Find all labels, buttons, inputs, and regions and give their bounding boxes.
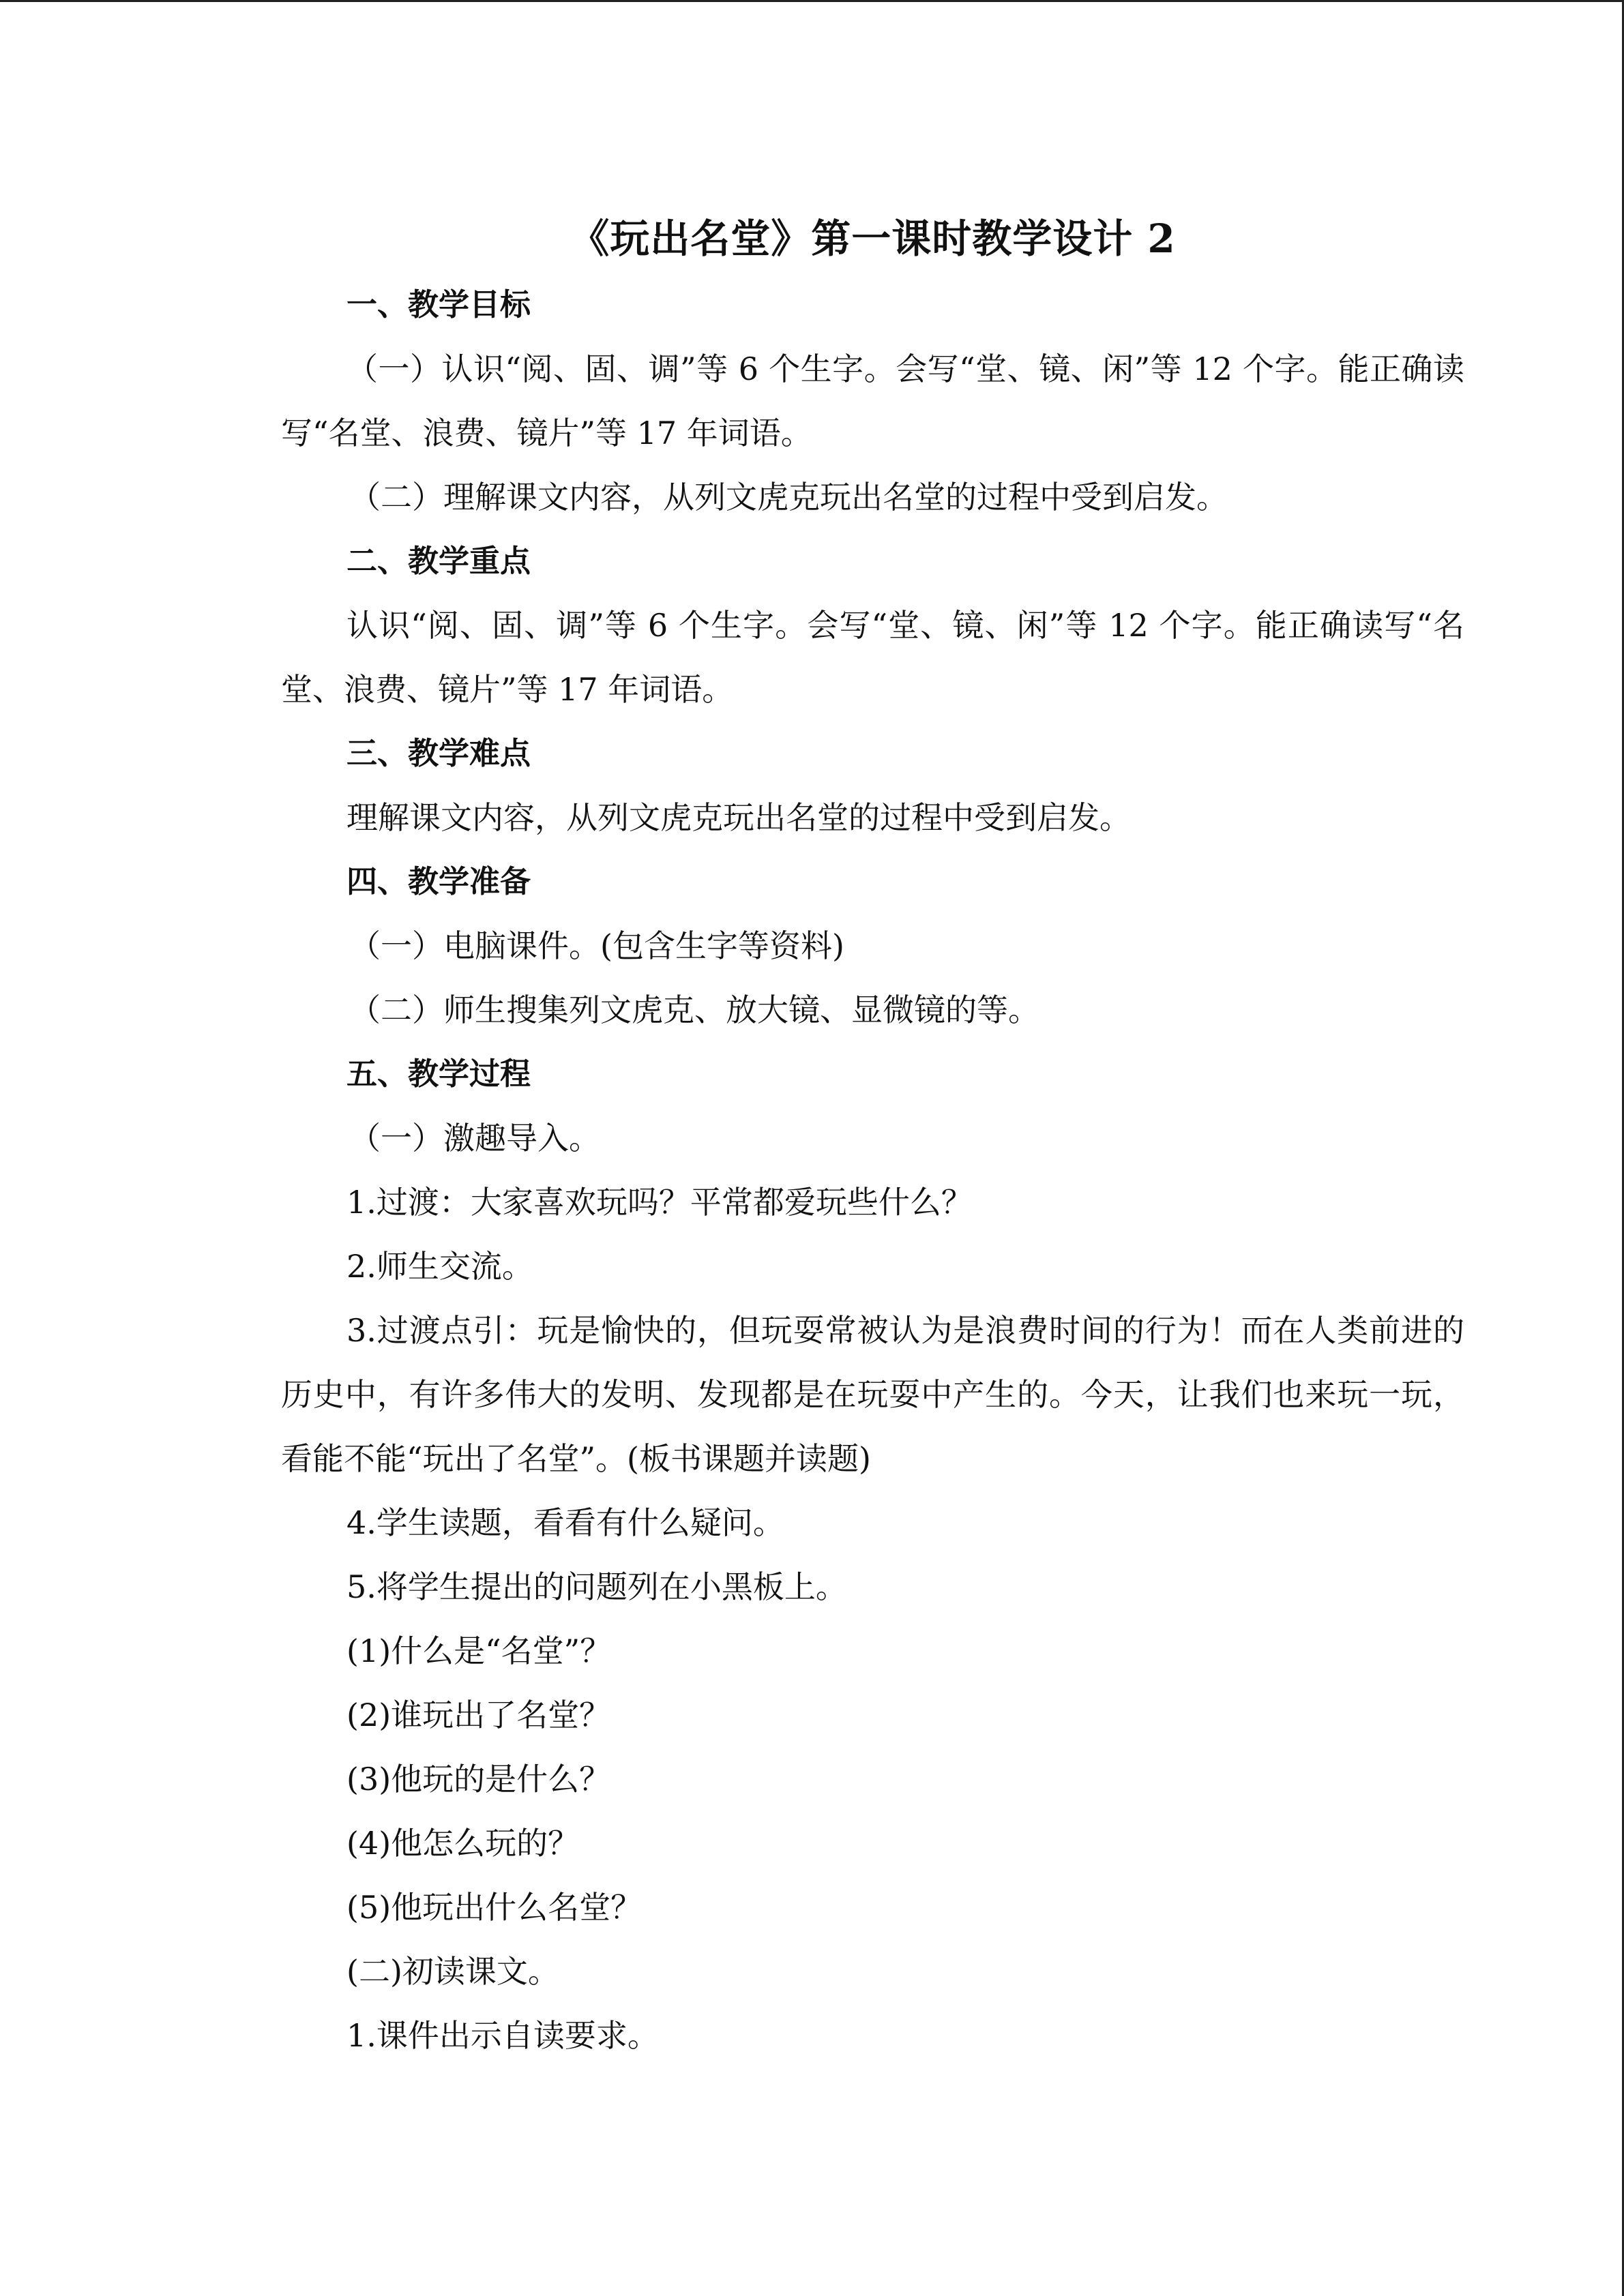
- list-item: 1.课件出示自读要求。: [346, 2017, 659, 2054]
- subheading-first-reading: (二)初读课文。: [346, 1953, 559, 1990]
- document-title: 《玩出名堂》第一课时教学设计 2: [570, 215, 1176, 262]
- section-heading-key-points: 二、教学重点: [346, 543, 531, 579]
- page-border-top: [0, 0, 1624, 2]
- question-item: (2)谁玩出了名堂？: [346, 1697, 611, 1733]
- section-heading-difficulties: 三、教学难点: [346, 735, 531, 771]
- paragraph-difficulties: 理解课文内容，从列文虎克玩出名堂的过程中受到启发。: [346, 799, 1131, 836]
- question-item: (3)他玩的是什么？: [346, 1761, 611, 1798]
- document-body: [281, 205, 1464, 2068]
- paragraph-objective-2: （二）理解课文内容，从列文虎克玩出名堂的过程中受到启发。: [349, 479, 1228, 516]
- paragraph-key-points: 认识“阅、固、调”等 6 个生字。会写“堂、镜、闲”等 12 个字。能正确读写“名堂、浪费、镜片”等 17 年词语。: [281, 607, 1464, 708]
- section-heading-process: 五、教学过程: [346, 1056, 531, 1092]
- list-item: 1.过渡：大家喜欢玩吗？平常都爱玩些什么？: [346, 1184, 973, 1221]
- section-heading-objectives: 一、教学目标: [346, 286, 531, 323]
- question-item: (1)什么是“名堂”？: [346, 1632, 612, 1669]
- question-item: (4)他怎么玩的？: [346, 1825, 580, 1862]
- section-heading-preparation: 四、教学准备: [346, 863, 531, 899]
- list-item: 2.师生交流。: [346, 1248, 533, 1285]
- paragraph-objective-1: （一）认识“阅、固、调”等 6 个生字。会写“堂、镜、闲”等 12 个字。能正确读写“名堂、浪费、镜片”等 17 年词语。: [281, 351, 1464, 451]
- list-item: 5.将学生提出的问题列在小黑板上。: [346, 1568, 847, 1605]
- question-item: (5)他玩出什么名堂？: [346, 1889, 643, 1926]
- subheading-intro: （一）激趣导入。: [349, 1120, 600, 1157]
- list-item: 4.学生读题，看看有什么疑问。: [346, 1504, 784, 1541]
- paragraph-preparation-1: （一）电脑课件。(包含生字等资料): [349, 927, 844, 964]
- paragraph-transition: 3.过渡点引：玩是愉快的，但玩耍常被认为是浪费时间的行为！而在人类前进的历史中，有许多伟大的发明、发现都是在玩耍中产生的。今天，让我们也来玩一玩，看能不能“玩出了名堂”。(板书课题并读题): [281, 1312, 1464, 1477]
- paragraph-preparation-2: （二）师生搜集列文虎克、放大镜、显微镜的等。: [349, 992, 1039, 1028]
